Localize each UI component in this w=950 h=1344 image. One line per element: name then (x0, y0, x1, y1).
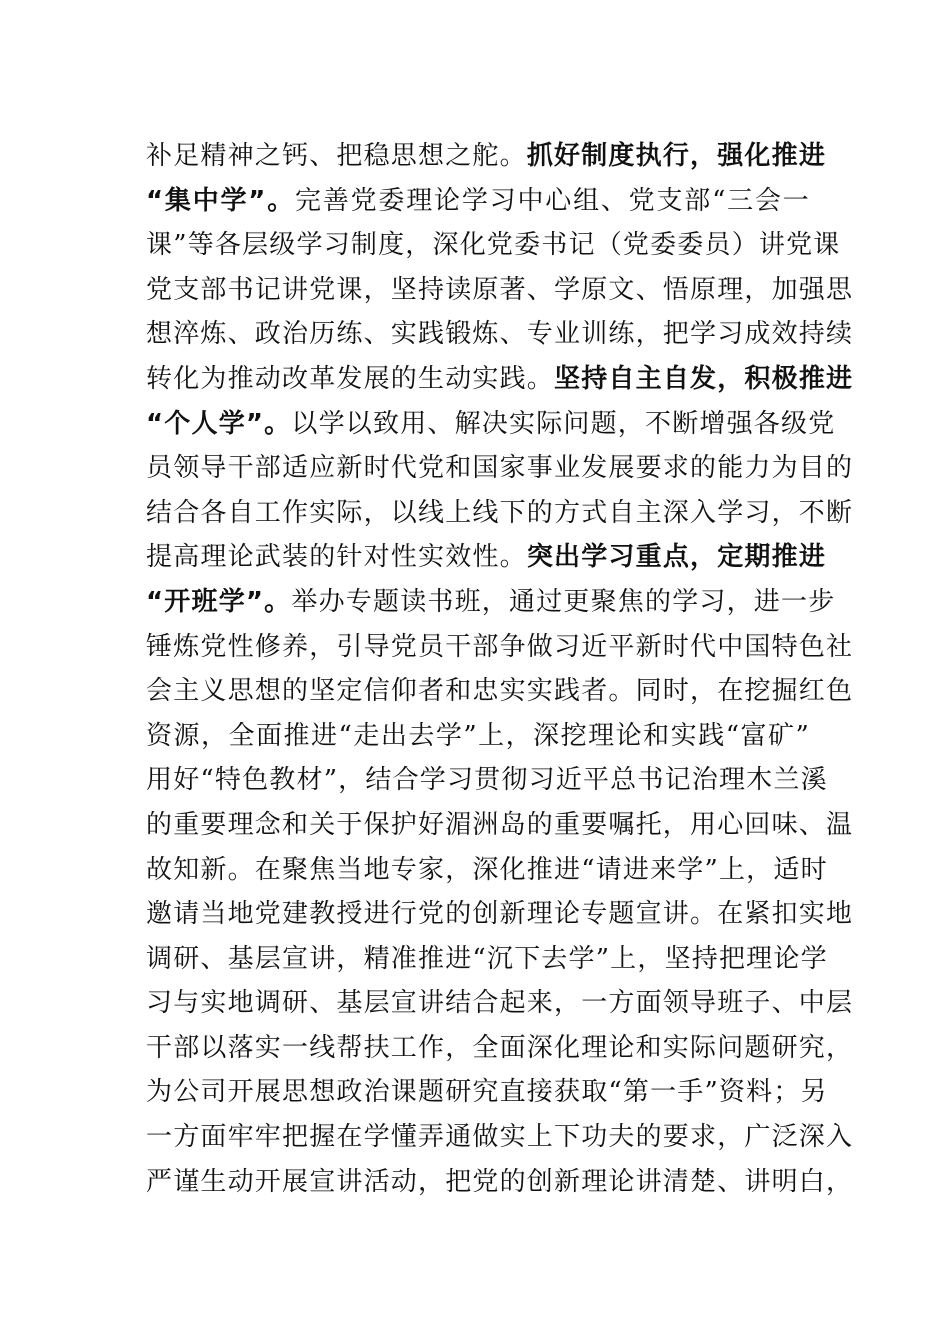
text-segment: 资源，全面推进“走出去学”上，深挖理论和实践“富矿” (146, 720, 810, 751)
text-segment: 故知新。在聚焦当地专家，深化推进“请进来学”上，适时 (146, 854, 828, 885)
text-line (146, 535, 827, 580)
text-line (146, 357, 854, 402)
text-line (146, 223, 841, 268)
text-segment: 想淬炼、政治历练、实践锻炼、专业训练，把学习成效持续 (146, 319, 854, 350)
text-line (146, 491, 854, 536)
text-line (146, 1160, 854, 1205)
text-segment: 会主义思想的坚定信仰者和忠实实践者。同时，在挖掘红色 (146, 676, 854, 707)
bold-heading-segment: 抓好制度执行，强化推进 (526, 141, 827, 171)
text-line (146, 446, 854, 491)
text-segment: 结合各自工作实际，以线上线下的方式自主深入学习，不断 (146, 497, 854, 528)
bold-heading-segment: 突出学习重点，定期推进 (526, 542, 827, 573)
text-line (146, 892, 854, 937)
text-segment: 调研、基层宣讲，精准推进“沉下去学”上，坚持把理论学 (146, 943, 828, 974)
text-segment: 课”等各层级学习制度，深化党委书记（党委委员）讲党课 (146, 230, 841, 261)
text-segment: 严谨生动开展宣讲活动，把党的创新理论讲清楚、讲明白， (146, 1166, 854, 1197)
text-segment: 员领导干部适应新时代党和国家事业发展要求的能力为目的 (146, 453, 854, 484)
bold-heading-segment: “开班学”。 (146, 586, 292, 617)
text-line (146, 803, 854, 848)
text-segment: 党支部书记讲党课，坚持读原著、学原文、悟原理，加强思 (146, 274, 854, 305)
text-line (146, 1115, 854, 1160)
text-segment: 以学以致用、解决实际问题，不断增强各级党 (291, 408, 836, 439)
text-segment: 为公司开展思想政治课题研究直接获取“第一手”资料；另 (146, 1077, 828, 1108)
text-line (146, 580, 836, 625)
text-line (146, 625, 854, 670)
text-segment: 锤炼党性修养，引导党员干部争做习近平新时代中国特色社 (146, 631, 854, 662)
text-line (146, 669, 854, 714)
text-segment: 邀请当地党建教授进行党的创新理论专题宣讲。在紧扣实地 (146, 899, 854, 930)
text-line (146, 179, 810, 224)
text-line (146, 981, 854, 1026)
text-line (146, 758, 828, 803)
bold-heading-segment: 坚持自主自发，积极推进 (554, 363, 854, 394)
text-line (146, 937, 828, 982)
bold-heading-segment: “个人学”。 (146, 408, 292, 439)
text-line (146, 402, 836, 447)
text-segment: 的重要理念和关于保护好湄洲岛的重要嘱托，用心回味、温 (146, 809, 854, 840)
text-line (146, 714, 810, 759)
text-segment: 转化为推动改革发展的生动实践。 (146, 363, 555, 394)
text-segment: 干部以落实一线帮扶工作，全面深化理论和实际问题研究， (146, 1032, 854, 1063)
text-line (146, 1026, 854, 1071)
text-line (146, 268, 854, 313)
text-line (146, 312, 854, 357)
text-segment: 提高理论武装的针对性实效性。 (146, 542, 527, 573)
text-segment: 一方面牢牢把握在学懂弄通做实上下功夫的要求，广泛深入 (146, 1122, 854, 1153)
text-line (146, 134, 827, 179)
text-segment: 用好“特色教材”，结合学习贯彻习近平总书记治理木兰溪 (146, 765, 828, 796)
text-segment: 补足精神之钙、把稳思想之舵。 (146, 141, 527, 171)
text-line (146, 848, 828, 893)
text-line (146, 1070, 828, 1115)
text-segment: 习与实地调研、基层宣讲结合起来，一方面领导班子、中层 (146, 988, 854, 1019)
text-segment: 举办专题读书班，通过更聚焦的学习，进一步 (291, 586, 836, 617)
document-body-text (146, 134, 854, 1204)
text-segment: 完善党委理论学习中心组、党支部“三会一 (295, 185, 810, 216)
bold-heading-segment: “集中学”。 (146, 185, 296, 216)
